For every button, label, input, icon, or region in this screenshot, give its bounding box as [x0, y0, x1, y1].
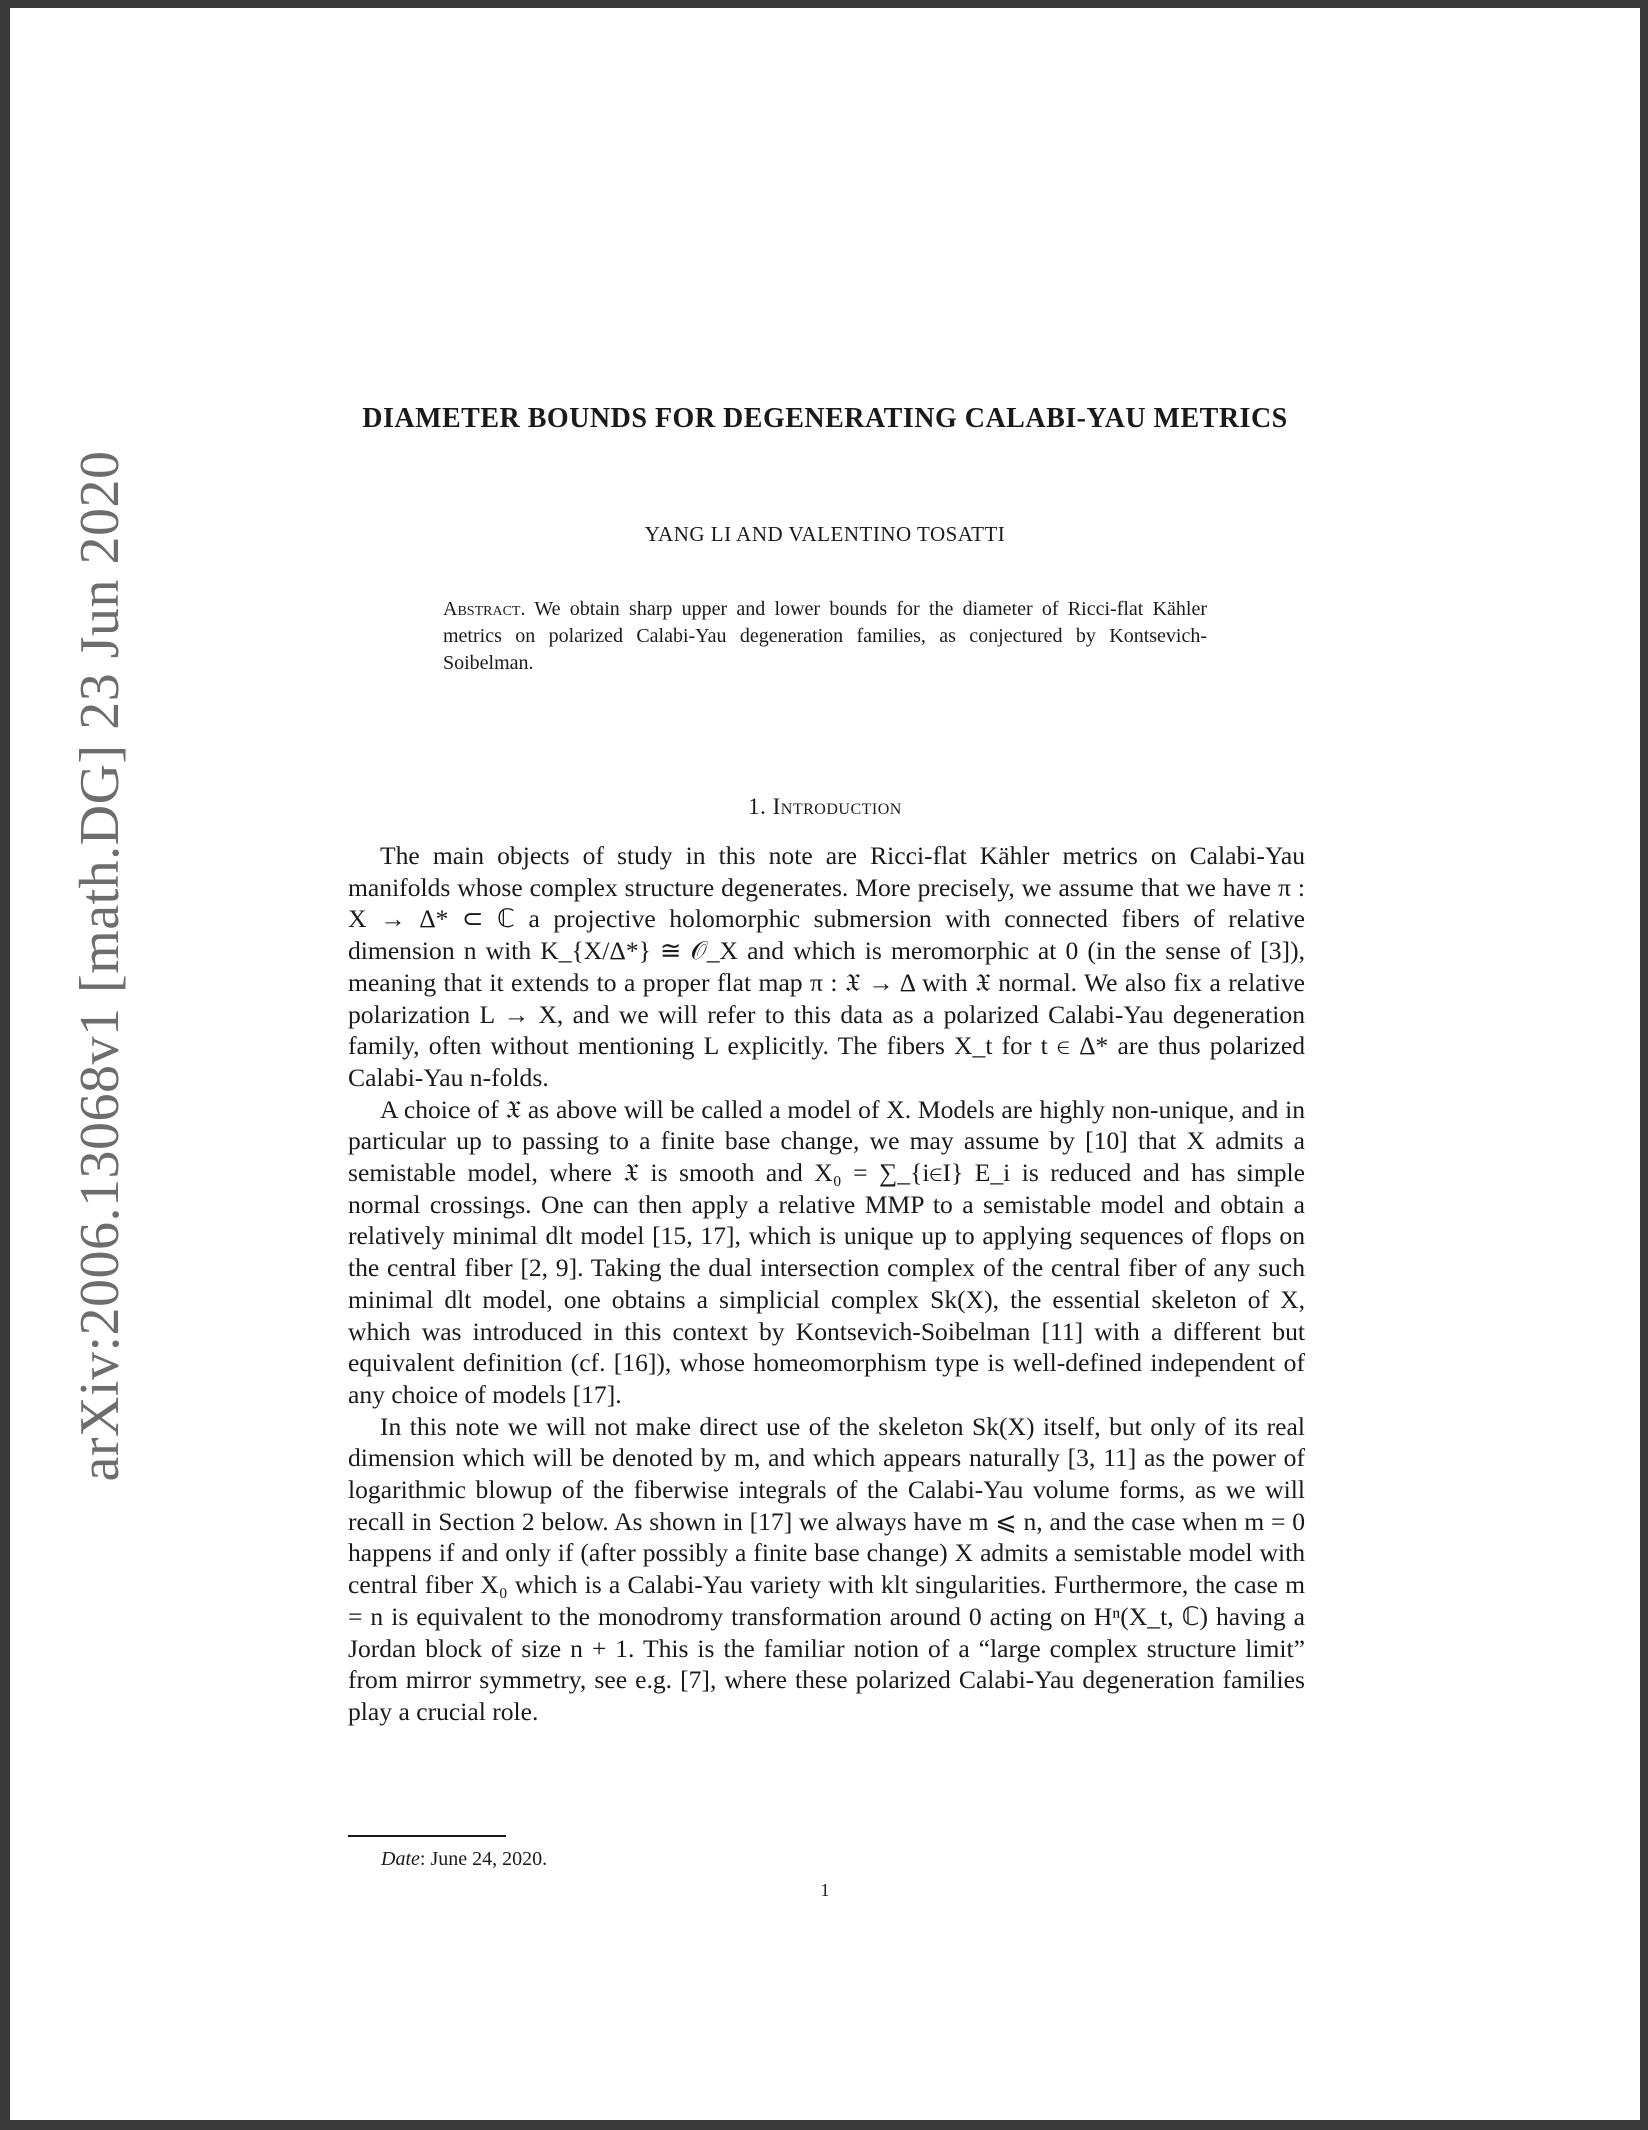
body-paragraph-1: The main objects of study in this note are Ricci-flat Kähler metrics on Calabi-Yau manifolds whose complex structure degenerates. More precisely, we assume that we have π : X → Δ* ⊂ ℂ a projective holomorphic submersion with connected fibers of relative dimension n with K_{X/Δ*} ≅ 𝒪_X and which is meromorphic at 0 (in the sense of [3]), meaning that it extends to a proper flat map π : 𝔛 → Δ with 𝔛 normal. We also fix a relative polarization L → X, and we will refer to this data as a polarized Calabi-Yau degeneration family, often without mentioning L explicitly. The fibers X_t for t ∈ Δ* are thus polarized Calabi-Yau n-folds. — [348, 841, 1305, 1092]
abstract-text: We obtain sharp upper and lower bounds for the diameter of Ricci-flat Kähler metrics on polarized Calabi-Yau degeneration families, as conjectured by Kontsevich-Soibelman. — [443, 598, 1207, 674]
footnote-label: Date — [381, 1848, 420, 1870]
section-body — [348, 840, 1305, 1728]
abstract — [443, 596, 1207, 677]
paper-authors: YANG LI AND VALENTINO TOSATTI — [644, 522, 1006, 546]
paper-title: DIAMETER BOUNDS FOR DEGENERATING CALABI-YAU METRICS — [362, 403, 1288, 434]
arxiv-identifier-stamp: arXiv:2006.13068v1 [math.DG] 23 Jun 2020 — [69, 450, 131, 1482]
body-paragraph-2: A choice of 𝔛 as above will be called a model of X. Models are highly non-unique, and in particular up to passing to a finite base change, we may assume by [10] that X admits a semistable model, where 𝔛 is smooth and X₀ = ∑_{i∈I} E_i is reduced and has simple normal crossings. One can then apply a relative MMP to a semistable model and obtain a relatively minimal dlt model [15, 17], which is unique up to applying sequences of flops on the central fiber [2, 9]. Taking the dual intersection complex of the central fiber of any such minimal dlt model, one obtains a simplicial complex Sk(X), the essential skeleton of X, which was introduced in this context by Kontsevich-Soibelman [11] with a different but equivalent definition (cf. [16]), whose homeomorphism type is well-defined independent of any choice of models [17]. — [348, 1094, 1305, 1409]
section-heading: 1. Introduction — [748, 794, 902, 819]
body-paragraph-3: In this note we will not make direct use of the skeleton Sk(X) itself, but only of its real dimension which will be denoted by m, and which appears naturally [3, 11] as the power of logarithmic blowup of the fiberwise integrals of the Calabi-Yau volume forms, as we will recall in Section 2 below. As shown in [17] we always have m ⩽ n, and the case when m = 0 happens if and only if (after possibly a finite base change) X admits a semistable model with central fiber X₀ which is a Calabi-Yau variety with klt singularities. Furthermore, the case m = n is equivalent to the monodromy transformation around 0 acting on Hⁿ(X_t, ℂ) having a Jordan block of size n + 1. This is the familiar notion of a “large complex structure limit” from mirror symmetry, see e.g. [7], where these polarized Calabi-Yau degeneration families play a crucial role. — [348, 1411, 1305, 1726]
footnote-text: : June 24, 2020. — [419, 1848, 548, 1870]
abstract-label: Abstract. — [443, 598, 526, 620]
footnote-rule — [348, 1835, 506, 1837]
page-number: 1 — [820, 1880, 830, 1900]
date-footnote — [381, 1848, 547, 1871]
